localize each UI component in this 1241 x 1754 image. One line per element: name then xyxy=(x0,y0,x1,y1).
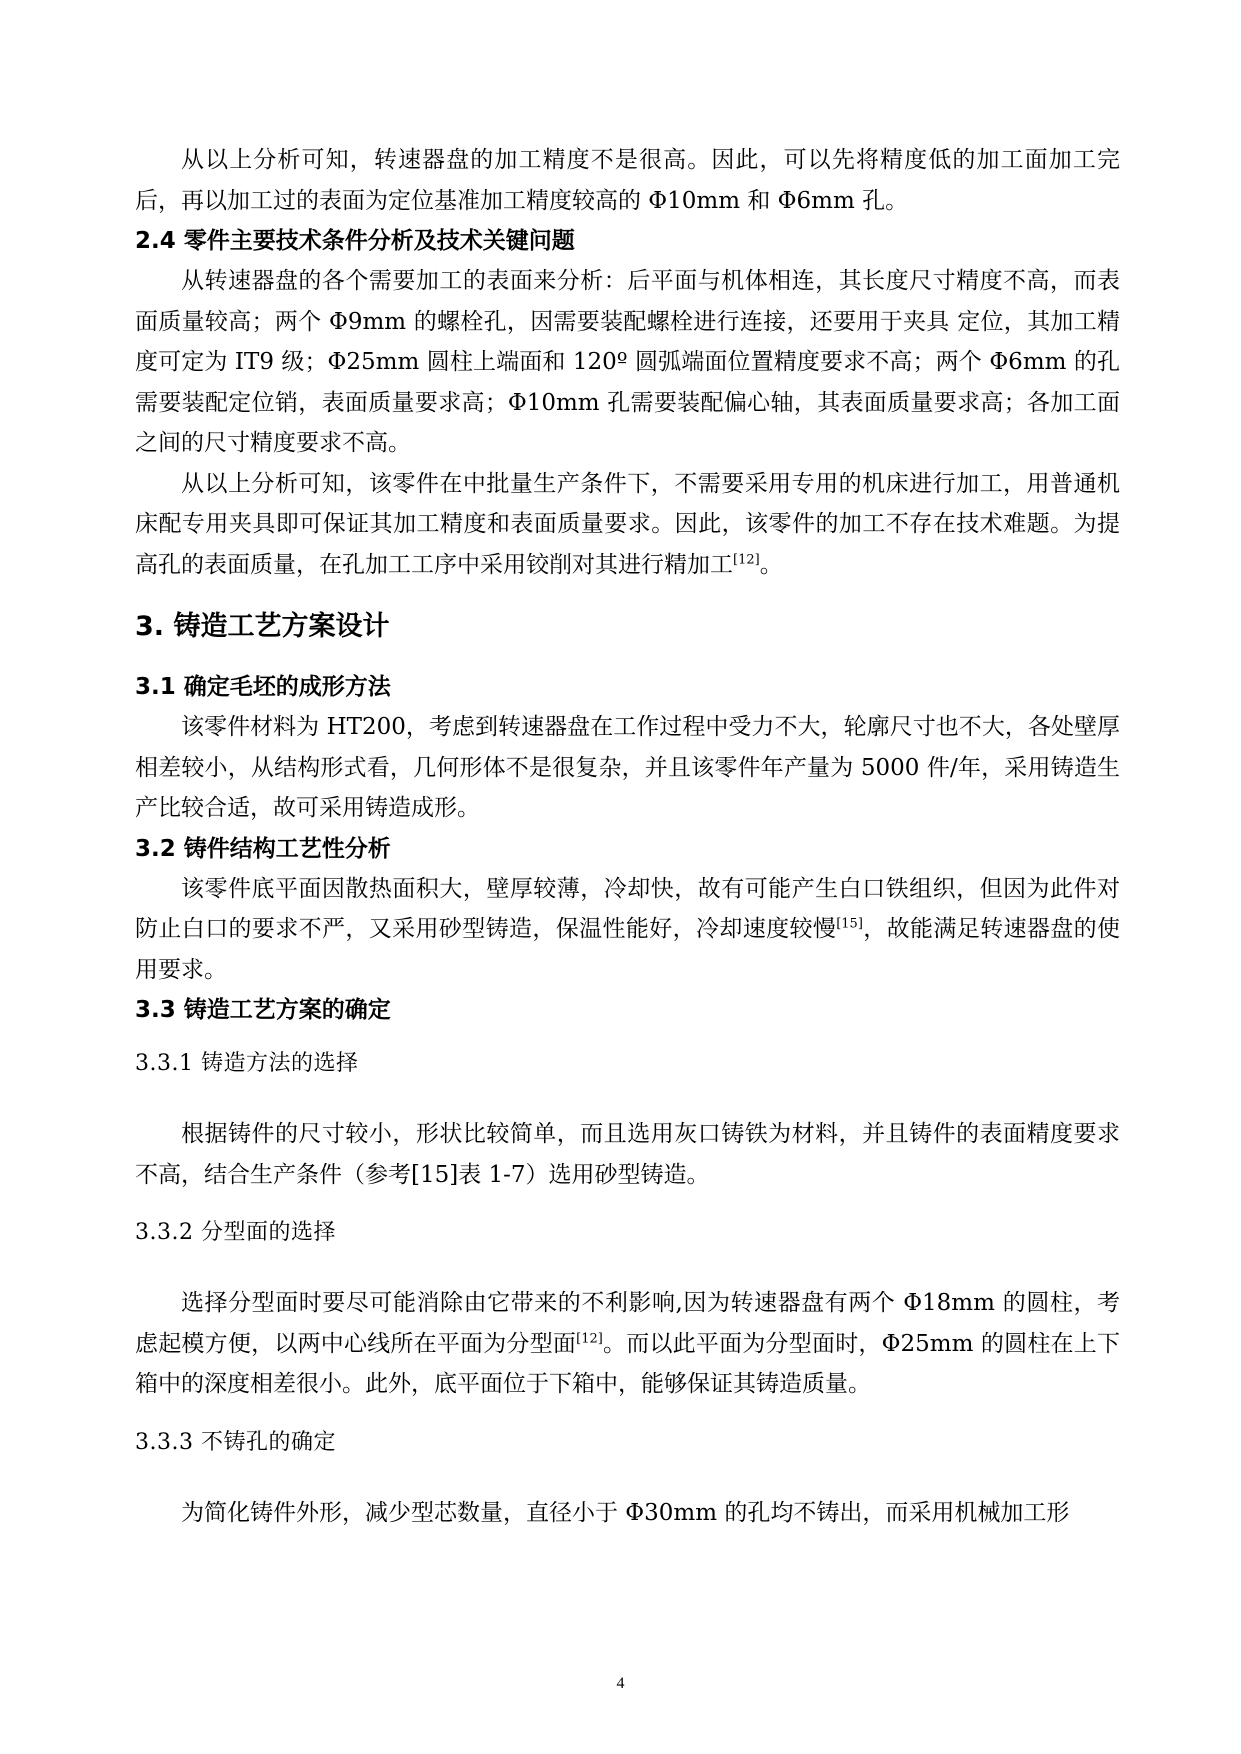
subsection-heading-3-3-3: 3.3.3 不铸孔的确定 xyxy=(135,1429,336,1455)
section-heading-3-2: 3.2 铸件结构工艺性分析 xyxy=(135,835,391,862)
chapter-heading-3: 3. 铸造工艺方案设计 xyxy=(135,611,390,642)
paragraph xyxy=(135,869,1120,991)
paragraph: 该零件材料为 HT200，考虑到转速器盘在工作过程中受力不大，轮廓尺寸也不大，各处壁厚相差较小，从结构形式看，几何形体不是很复杂，并且该零件年产量为 5000 件/年，采用铸造生产比较合适，故可采用铸造成形。 xyxy=(135,714,1120,821)
section-heading-3-3: 3.3 铸造工艺方案的确定 xyxy=(135,997,391,1023)
paragraph-text: 。 xyxy=(759,551,783,578)
paragraph: 从以上分析可知，转速器盘的加工精度不是很高。因此，可以先将精度低的加工面加工完后，再以加工过的表面为定位基准加工精度较高的 Φ10mm 和 Φ6mm 孔。 xyxy=(135,147,1120,214)
paragraph-text: 该零件底平面因散热面积大，壁厚较薄，冷却快，故有可能产生白口铁组织，但因为此件对防止白口的要求不严，又采用砂型铸造，保温性能好，冷却速度较慢 xyxy=(135,875,1120,942)
page-body xyxy=(135,140,1120,1533)
paragraph: 为简化铸件外形，减少型芯数量，直径小于 Φ30mm 的孔均不铸出，而采用机械加工形 xyxy=(181,1499,1070,1526)
paragraph: 从转速器盘的各个需要加工的表面来分析：后平面与机体相连，其长度尺寸精度不高，而表面质量较高；两个 Φ9mm 的螺栓孔，因需要装配螺栓进行连接，还要用于夹具 定位，其加工精度可定为 IT9 级；Φ25mm 圆柱上端面和 120º 圆弧端面位置精度要求不高；两个 Φ6mm 的孔需要装配定位销，表面质量要求高；Φ10mm 孔需要装配偏心轴，其表面质量要求高；各加工面之间的尺寸精度要求不高。 xyxy=(135,268,1120,456)
paragraph-text: 。而以此平面为分型面时，Φ25mm 的圆柱在上下箱中的深度相差很小。此外，底平面位于下箱中，能够保证其铸造质量。 xyxy=(135,1330,1120,1397)
citation: [12] xyxy=(576,1330,603,1346)
subsection-heading-3-3-2: 3.3.2 分型面的选择 xyxy=(135,1220,336,1245)
paragraph-text: ，故能满足转速器盘的使用要求。 xyxy=(135,916,1121,983)
citation: [15] xyxy=(836,916,863,932)
page-number: 4 xyxy=(616,1675,625,1692)
paragraph-text: 从以上分析可知，该零件在中批量生产条件下，不需要采用专用的机床进行加工，用普通机床配专用夹具即可保证其加工精度和表面质量要求。因此，该零件的加工不存在技术难题。为提高孔的表面质量，在孔加工工序中采用铰削对其进行精加工 xyxy=(135,470,1120,578)
section-heading-2-4: 2.4 零件主要技术条件分析及技术关键问题 xyxy=(135,228,575,254)
paragraph xyxy=(135,1283,1120,1405)
paragraph xyxy=(135,464,1120,586)
citation: [12] xyxy=(733,551,760,567)
paragraph: 根据铸件的尺寸较小，形状比较简单，而且选用灰口铸铁为材料，并且铸件的表面精度要求不高，结合生产条件（参考[15]表 1-7）选用砂型铸造。 xyxy=(135,1121,1120,1188)
subsection-heading-3-3-1: 3.3.1 铸造方法的选择 xyxy=(135,1051,359,1076)
paragraph-text: 选择分型面时要尽可能消除由它带来的不利影响,因为转速器盘有两个 Φ18mm 的圆柱，考虑起模方便，以两中心线所在平面为分型面 xyxy=(135,1290,1120,1357)
section-heading-3-1: 3.1 确定毛坯的成形方法 xyxy=(135,674,391,700)
